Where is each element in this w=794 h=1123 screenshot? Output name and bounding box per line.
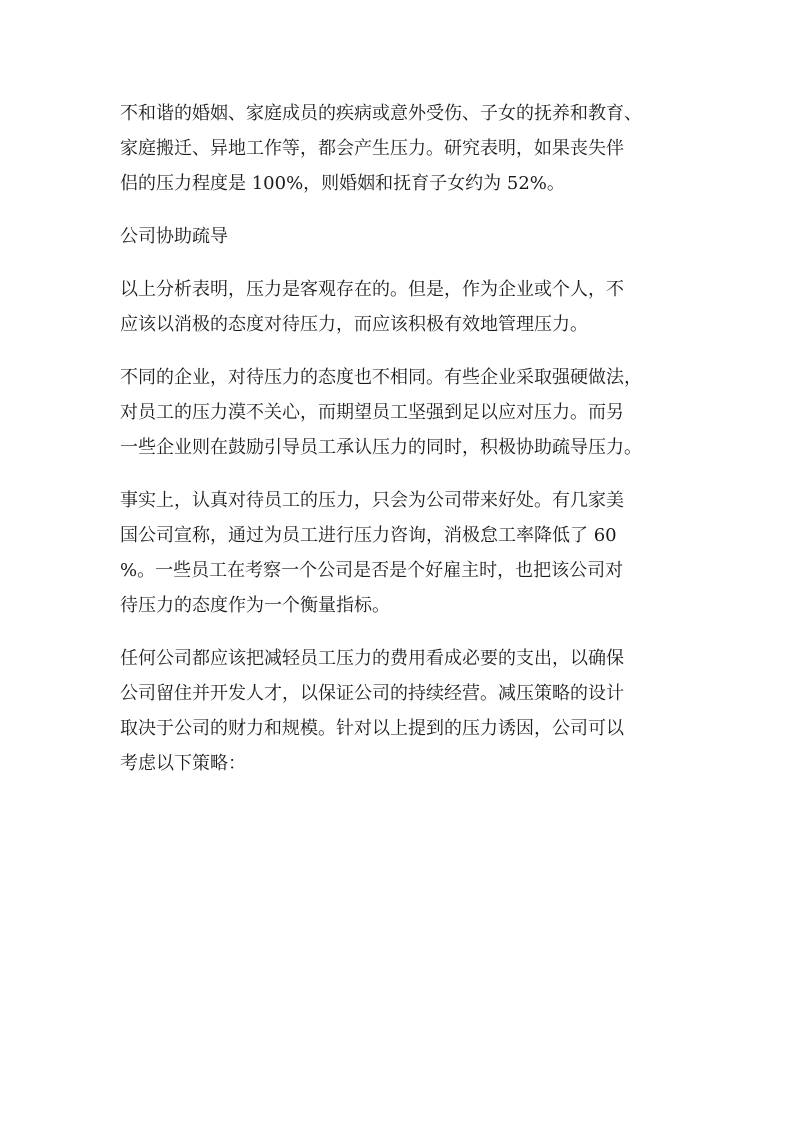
document-body: [120, 96, 686, 799]
text-line: 待压力的态度作为一个衡量指标。: [120, 595, 390, 616]
section-heading: [120, 219, 686, 254]
paragraph-benefits: [120, 483, 686, 623]
paragraph-analysis: [120, 272, 686, 342]
text-line: 公司留住并开发人才，以保证公司的持续经营。减压策略的设计: [120, 683, 624, 704]
text-line: %。一些员工在考察一个公司是否是个好雇主时，也把该公司对: [120, 560, 624, 581]
text-line: 事实上，认真对待员工的压力，只会为公司带来好处。有几家美: [120, 490, 624, 511]
paragraph-family-stress: [120, 96, 686, 201]
text-line: 一些企业则在鼓励引导员工承认压力的同时，积极协助疏导压力。: [120, 437, 642, 458]
text-line: 取决于公司的财力和规模。针对以上提到的压力诱因，公司可以: [120, 718, 624, 739]
text-line: 对员工的压力漠不关心，而期望员工坚强到足以应对压力。而另: [120, 402, 624, 423]
paragraph-strategy: [120, 641, 686, 781]
text-line: 不和谐的婚姻、家庭成员的疾病或意外受伤、子女的抚养和教育、: [120, 103, 642, 124]
paragraph-company-attitudes: [120, 360, 686, 465]
text-line: 考虑以下策略：: [120, 753, 246, 774]
text-line: 不同的企业，对待压力的态度也不相同。有些企业采取强硬做法，: [120, 367, 642, 388]
text-line: 侣的压力程度是 100%，则婚姻和抚育子女约为 52%。: [120, 173, 565, 194]
text-line: 应该以消极的态度对待压力，而应该积极有效地管理压力。: [120, 314, 588, 335]
text-line: 以上分析表明，压力是客观存在的。但是，作为企业或个人，不: [120, 279, 624, 300]
text-line: 任何公司都应该把减轻员工压力的费用看成必要的支出，以确保: [120, 648, 624, 669]
text-line: 家庭搬迁、异地工作等，都会产生压力。研究表明，如果丧失伴: [120, 138, 624, 159]
text-line: 国公司宣称，通过为员工进行压力咨询，消极怠工率降低了 60: [120, 525, 617, 546]
heading-text: 公司协助疏导: [120, 226, 228, 247]
